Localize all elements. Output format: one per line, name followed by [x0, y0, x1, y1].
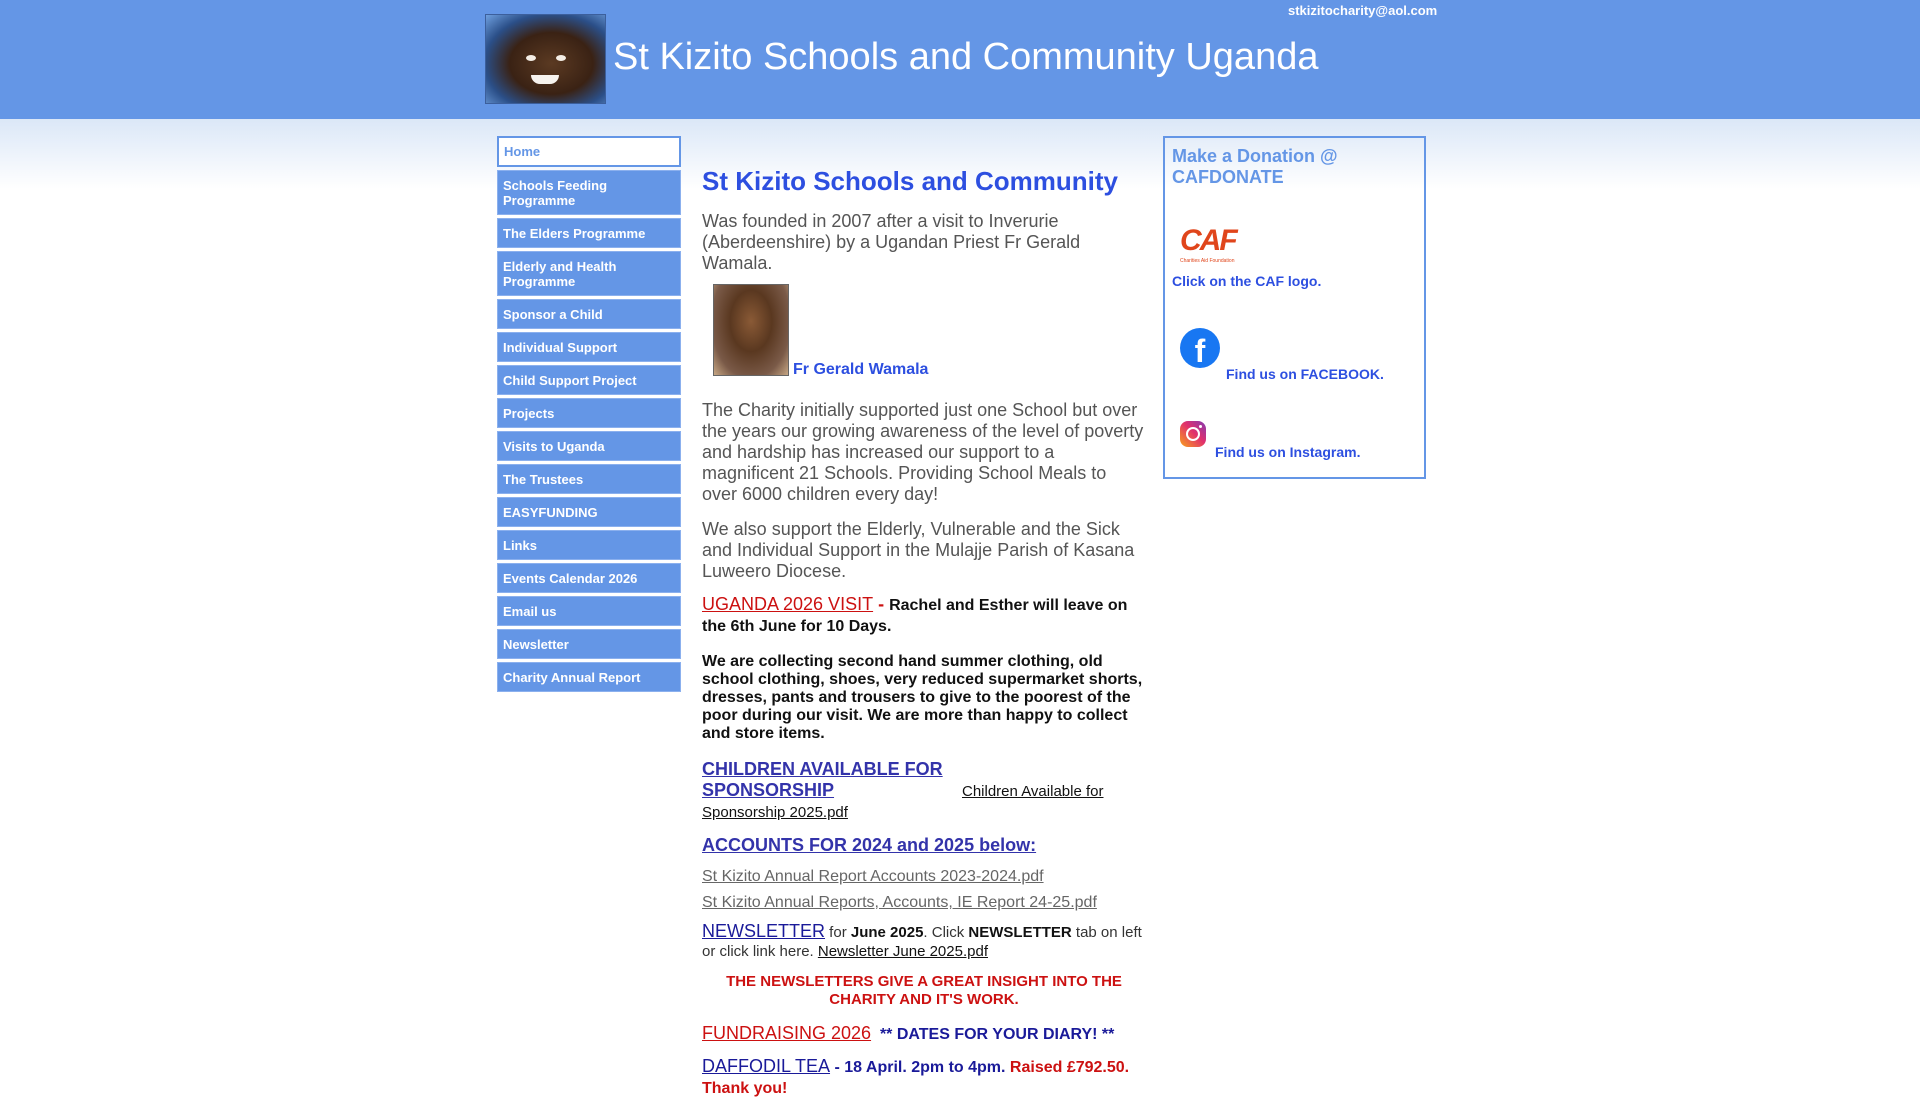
- newsletter-rest: tab on left or click link here.: [702, 924, 1142, 960]
- newsletter-click: . Click: [923, 924, 969, 941]
- visit-text: Rachel and Esther will leave on the 6th June for 10 Days.: [702, 597, 1128, 635]
- support-text: We also support the Elderly, Vulnerable and the Sick and Individual Support in the Mulajje Parish of Kasana Luweero Diocese.: [702, 519, 1135, 581]
- fundraising-note: ** DATES FOR YOUR DIARY! **: [879, 1026, 1115, 1043]
- priest-name: Fr Gerald Wamala: [793, 361, 929, 378]
- photo-detail-eye: [556, 55, 566, 61]
- visit-separator: -: [873, 594, 890, 614]
- charity-history-text: The Charity initially supported just one School but over the years our growing awareness of the level of poverty and hardship has increased our support to a magnificent 21 Schools. Providing School Meals to over 6000 children every day!: [702, 400, 1144, 504]
- main-content: [702, 166, 1146, 1099]
- nav-item-email[interactable]: Email us: [497, 596, 681, 626]
- nav-item-easyfunding[interactable]: EASYFUNDING: [497, 497, 681, 527]
- newsletter-heading-link[interactable]: NEWSLETTER: [702, 921, 826, 941]
- nav-item-schools-feeding[interactable]: Schools Feeding Programme: [497, 170, 681, 215]
- photo-detail-eye: [526, 55, 536, 61]
- instagram-link[interactable]: Find us on Instagram.: [1215, 444, 1361, 460]
- nav-item-individual-support[interactable]: Individual Support: [497, 332, 681, 362]
- newsletter-for: for: [825, 924, 851, 941]
- nav-item-child-support[interactable]: Child Support Project: [497, 365, 681, 395]
- accounts-heading-link[interactable]: ACCOUNTS FOR 2024 and 2025 below:: [702, 835, 1037, 855]
- accounts-paragraph: [702, 835, 1146, 856]
- nav-item-events-calendar[interactable]: Events Calendar 2026: [497, 563, 681, 593]
- fundraising-heading-link[interactable]: FUNDRAISING 2026: [702, 1023, 872, 1043]
- visit-heading-link[interactable]: UGANDA 2026 VISIT: [702, 594, 874, 614]
- newsletter-insight-text: THE NEWSLETTERS GIVE A GREAT INSIGHT INTO THE CHARITY AND IT'S WORK.: [726, 973, 1122, 1008]
- nav-item-projects[interactable]: Projects: [497, 398, 681, 428]
- newsletter-paragraph: [702, 922, 1146, 961]
- newsletter-month: June 2025: [850, 924, 924, 941]
- nav-item-elderly-health[interactable]: Elderly and Health Programme: [497, 251, 681, 296]
- instagram-icon[interactable]: [1180, 421, 1206, 447]
- priest-photo: [713, 284, 789, 376]
- daffodil-date: - 18 April. 2pm to 4pm.: [830, 1059, 1010, 1076]
- nav-item-home[interactable]: Home: [497, 136, 681, 167]
- newsletter-pdf-link[interactable]: Newsletter June 2025.pdf: [817, 943, 988, 960]
- daffodil-raised: Raised £792.50. Thank you!: [702, 1059, 1130, 1097]
- collecting-text: We are collecting second hand summer clothing, old school clothing, shoes, very reduced supermarket shorts, dresses, pants and trousers to give to the poorest of the poor during our visit. We are more than happy to collect and store items.: [702, 653, 1143, 742]
- nav-item-links[interactable]: Links: [497, 530, 681, 560]
- nav-item-newsletter[interactable]: Newsletter: [497, 629, 681, 659]
- facebook-icon[interactable]: f: [1180, 328, 1220, 368]
- fundraising-paragraph: [702, 1023, 1146, 1044]
- donation-title: Make a Donation @ CAFDONATE: [1172, 146, 1338, 187]
- nav-item-sponsor-child[interactable]: Sponsor a Child: [497, 299, 681, 329]
- donation-box: [1163, 136, 1426, 479]
- children-paragraph: [702, 759, 1146, 823]
- header-bar: [0, 0, 1920, 119]
- nav-item-trustees[interactable]: The Trustees: [497, 464, 681, 494]
- facebook-link[interactable]: Find us on FACEBOOK.: [1226, 366, 1384, 382]
- page-title: St Kizito Schools and Community: [702, 166, 1119, 196]
- priest-row: [713, 284, 1146, 376]
- photo-detail-smile: [531, 75, 559, 84]
- nav-item-annual-report[interactable]: Charity Annual Report: [497, 662, 681, 692]
- accounts-link-row: [702, 894, 1146, 912]
- site-title: St Kizito Schools and Community Uganda: [613, 36, 1319, 78]
- accounts-2024-2025-link[interactable]: St Kizito Annual Reports, Accounts, IE Report 24-25.pdf: [702, 894, 1097, 911]
- caf-logo-subtext: Charities Aid Foundation: [1180, 258, 1235, 264]
- caf-click-link[interactable]: Click on the CAF logo.: [1172, 273, 1322, 289]
- caf-logo[interactable]: [1180, 226, 1242, 266]
- daffodil-heading-link[interactable]: DAFFODIL TEA: [702, 1056, 831, 1076]
- nav-item-elders[interactable]: The Elders Programme: [497, 218, 681, 248]
- accounts-2023-2024-link[interactable]: St Kizito Annual Report Accounts 2023-2024.pdf: [702, 868, 1044, 885]
- children-heading-link[interactable]: CHILDREN AVAILABLE FOR SPONSORSHIP: [702, 759, 943, 800]
- newsletter-word: NEWSLETTER: [968, 924, 1072, 941]
- intro-text: Was founded in 2007 after a visit to Inverurie (Aberdeenshire) by a Ugandan Priest Fr Gerald Wamala.: [702, 211, 1081, 273]
- caf-logo-text: CAF: [1180, 224, 1236, 257]
- header-email-link[interactable]: stkizitocharity@aol.com: [1288, 3, 1438, 18]
- children-pdf-link[interactable]: Children Available for Sponsorship 2025.pdf: [702, 783, 1104, 821]
- logo-child-photo: [485, 14, 606, 104]
- visit-paragraph: [702, 594, 1146, 637]
- nav-item-visits[interactable]: Visits to Uganda: [497, 431, 681, 461]
- daffodil-paragraph: [702, 1056, 1146, 1099]
- accounts-link-row: [702, 868, 1146, 886]
- sidebar-nav: [497, 136, 681, 695]
